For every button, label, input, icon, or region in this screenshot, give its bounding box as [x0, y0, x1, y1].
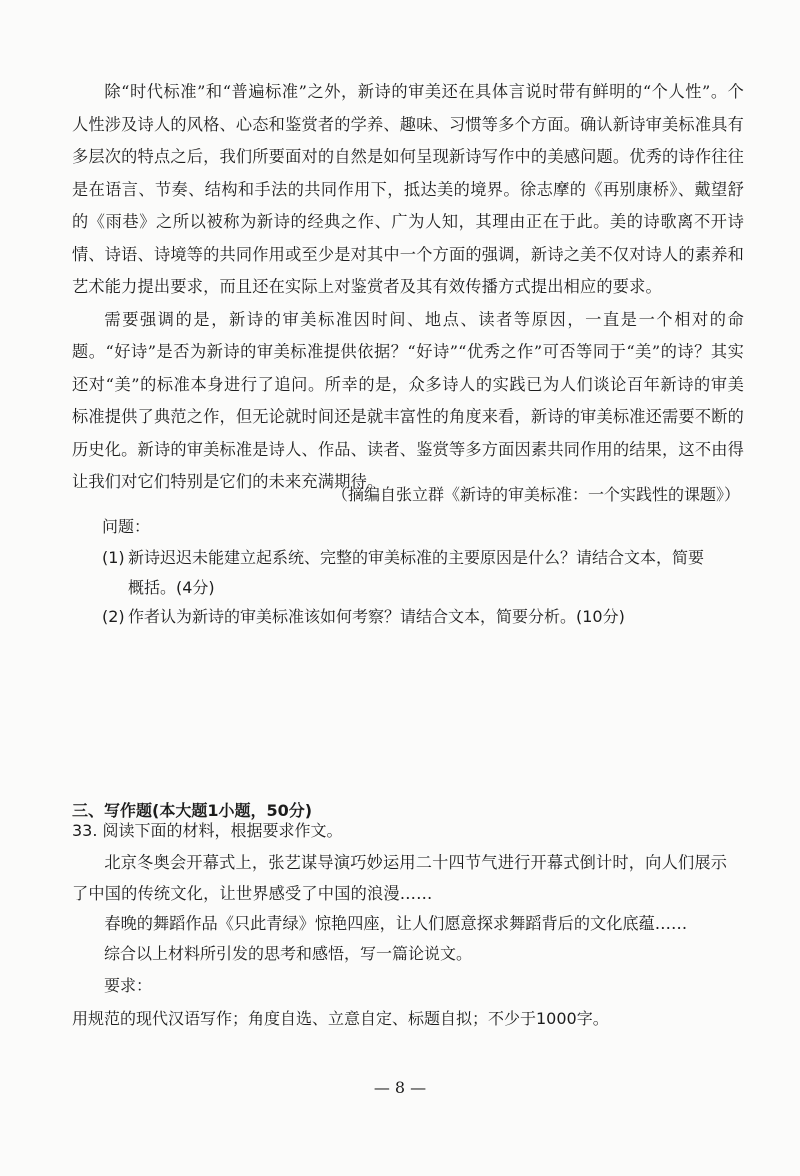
- question-2-number: (2): [102, 607, 125, 626]
- question-1: [102, 543, 742, 603]
- requirements-text: 用规范的现代汉语写作；角度自选、立意自定、标题自拟；不少于1000字。: [72, 1009, 609, 1028]
- writing-materials: [72, 847, 742, 909]
- question-1-number: (1): [102, 548, 125, 567]
- page-number: — 8 —: [373, 1078, 427, 1097]
- passage-paragraph-1: 除“时代标准”和“普遍标准”之外，新诗的审美还在具体言说时带有鲜明的“个人性”。个人性涉及诗人的风格、心态和鉴赏者的学养、趣味、习惯等多个方面。确认新诗审美标准具有多层次的特点之后，我们所要面对的自然是如何呈现新诗写作中的美感问题。优秀的诗作往往是在语言、节奏、结构和手法的共同作用下，抵达美的境界。徐志摩的《再别康桥》、戴望舒的《雨巷》之所以被称为新诗的经典之作、广为人知，其理由正在于此。美的诗歌离不开诗情、诗语、诗境等的共同作用或至少是对其中一个方面的强调，新诗之美不仅对诗人的素养和艺术能力提出要求，而且还在实际上对鉴赏者及其有效传播方式提出相应的要求。: [72, 82, 744, 296]
- task-heading: 33. 阅读下面的材料，根据要求作文。: [72, 821, 343, 840]
- writing-instruction: 综合以上材料所引发的思考和感悟，写一篇论说文。: [104, 944, 473, 963]
- material-2: 春晚的舞蹈作品《只此青绿》惊艳四座，让人们愿意探求舞蹈背后的文化底蕴……: [104, 914, 688, 933]
- section-title: 三、写作题(本大题1小题，50分): [72, 801, 313, 820]
- question-1-continuation: 概括。(4分): [128, 578, 215, 597]
- reading-passage: [72, 76, 744, 499]
- passage-paragraph-2: 需要强调的是，新诗的审美标准因时间、地点、读者等原因，一直是一个相对的命题。“好诗”是否为新诗的审美标准提供依据？“好诗”“优秀之作”可否等同于“美”的诗？其实还对“美”的标准本身进行了追问。所幸的是，众多诗人的实践已为人们谈论百年新诗的审美标准提供了典范之作，但无论就时间还是就丰富性的角度来看，新诗的审美标准还需要不断的历史化。新诗的审美标准是诗人、作品、读者、鉴赏等多方面因素共同作用的结果，这不由得让我们对它们特别是它们的未来充满期待。: [72, 309, 744, 491]
- question-2-text: 作者认为新诗的审美标准该如何考察？请结合文本，简要分析。(10分): [128, 607, 625, 626]
- material-1: 北京冬奥会开幕式上，张艺谋导演巧妙运用二十四节气进行开幕式倒计时，向人们展示了中国的传统文化，让世界感受了中国的浪漫……: [72, 853, 728, 903]
- question-1-text: 新诗迟迟未能建立起系统、完整的审美标准的主要原因是什么？请结合文本，简要: [128, 548, 705, 567]
- questions-label: 问题：: [102, 517, 151, 536]
- requirements-label: 要求：: [104, 976, 153, 995]
- passage-source: （摘编自张立群《新诗的审美标准：一个实践性的课题》）: [331, 485, 740, 504]
- question-2: [102, 602, 742, 632]
